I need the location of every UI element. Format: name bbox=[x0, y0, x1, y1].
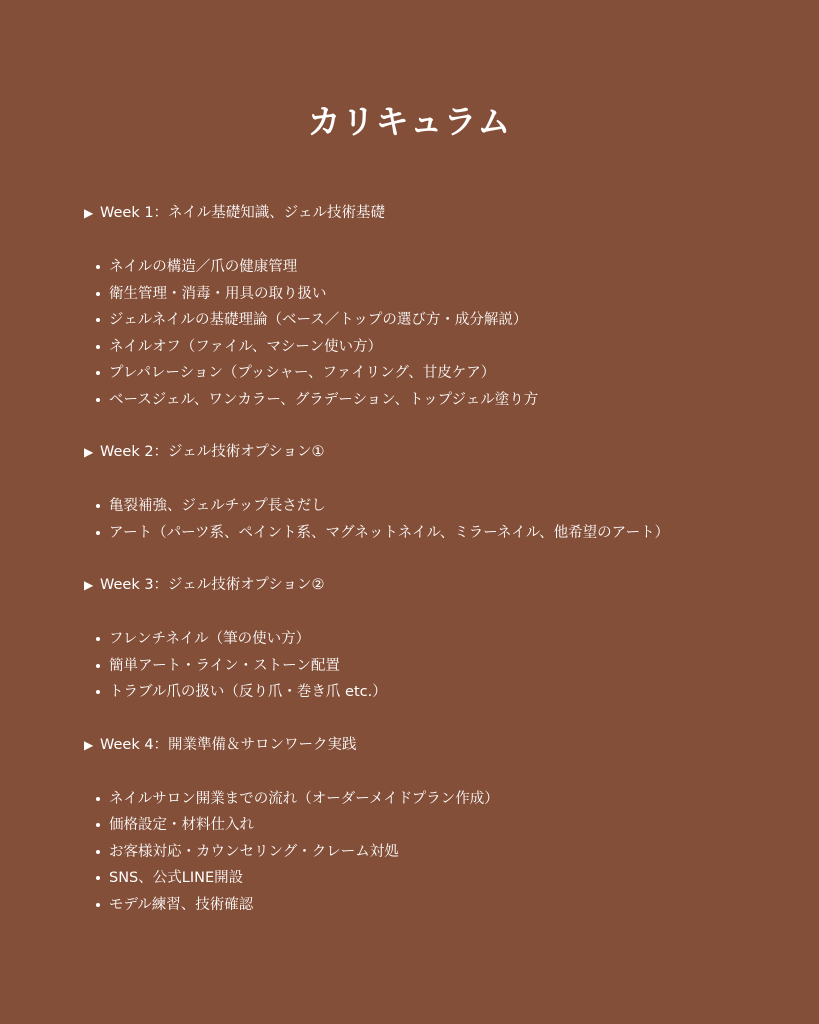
list-item-text: ジェルネイルの基礎理論（ベース／トップの選び方・成分解説） bbox=[109, 312, 528, 328]
week-1-heading bbox=[84, 200, 784, 226]
page-title: カリキュラム bbox=[307, 102, 512, 142]
list-item bbox=[94, 653, 784, 680]
week-3-list bbox=[84, 626, 784, 706]
bullet-icon bbox=[96, 903, 100, 907]
week-3-heading-text: Week 3：ジェル技術オプション② bbox=[100, 577, 325, 593]
list-item-text: アート（パーツ系、ペイント系、マグネットネイル、ミラーネイル、他希望のアート） bbox=[109, 524, 670, 541]
list-item-text: トラブル爪の扱い（反り爪・巻き爪 etc.） bbox=[109, 684, 387, 700]
bullet-icon bbox=[96, 690, 100, 694]
list-item bbox=[94, 679, 784, 706]
list-item-text: モデル練習、技術確認 bbox=[109, 896, 254, 913]
bullet-icon bbox=[96, 876, 100, 880]
list-item bbox=[94, 334, 784, 361]
list-item-text: 亀裂補強、ジェルチップ長さだし bbox=[109, 498, 326, 514]
list-item-text: お客様対応・カウンセリング・クレーム対処 bbox=[109, 843, 399, 860]
week-3-heading bbox=[84, 572, 784, 598]
list-item bbox=[94, 281, 784, 308]
week-3-section bbox=[84, 572, 784, 706]
play-arrow-icon: ▶ bbox=[84, 737, 94, 752]
play-arrow-icon: ▶ bbox=[84, 445, 94, 459]
bullet-icon bbox=[96, 398, 100, 402]
week-2-section bbox=[84, 439, 784, 546]
week-1-heading-text: Week 1：ネイル基礎知識、ジェル技術基礎 bbox=[100, 205, 385, 221]
bullet-icon bbox=[96, 664, 100, 668]
list-item-text: 簡単アート・ライン・ストーン配置 bbox=[109, 657, 340, 674]
list-item bbox=[94, 892, 784, 919]
list-item bbox=[94, 812, 784, 839]
list-item bbox=[94, 786, 784, 813]
list-item bbox=[94, 865, 784, 892]
play-arrow-icon: ▶ bbox=[84, 206, 94, 220]
list-item-text: ネイルの構造／爪の健康管理 bbox=[109, 259, 298, 275]
week-4-heading-text: Week 4：開業準備＆サロンワーク実践 bbox=[100, 736, 357, 753]
week-2-heading-text: Week 2：ジェル技術オプション① bbox=[100, 444, 325, 460]
list-item bbox=[94, 493, 784, 520]
list-item bbox=[94, 360, 784, 387]
play-arrow-icon: ▶ bbox=[84, 578, 94, 592]
list-item bbox=[94, 520, 784, 547]
list-item-text: ネイルサロン開業までの流れ（オーダーメイドプラン作成） bbox=[109, 790, 499, 807]
list-item bbox=[94, 839, 784, 866]
week-4-heading bbox=[84, 732, 784, 758]
list-item bbox=[94, 307, 784, 334]
bullet-icon bbox=[96, 345, 100, 349]
list-item-text: 衛生管理・消毒・用具の取り扱い bbox=[109, 285, 327, 302]
list-item bbox=[94, 626, 784, 653]
list-item-text: SNS、公式LINE開設 bbox=[109, 870, 244, 886]
list-item-text: フレンチネイル（筆の使い方） bbox=[109, 631, 311, 647]
bullet-icon bbox=[96, 504, 100, 508]
week-4-section bbox=[84, 732, 784, 919]
bullet-icon bbox=[96, 531, 100, 535]
bullet-icon bbox=[96, 637, 100, 641]
list-item-text: プレパレーション（プッシャー、ファイリング、甘皮ケア） bbox=[109, 365, 496, 381]
list-item bbox=[94, 254, 784, 281]
list-item-text: ベースジェル、ワンカラー、グラデーション、トップジェル塗り方 bbox=[109, 391, 539, 408]
week-1-section bbox=[84, 200, 784, 413]
bullet-icon bbox=[96, 265, 100, 269]
list-item bbox=[94, 387, 784, 414]
list-item-text: 価格設定・材料仕入れ bbox=[109, 817, 254, 833]
week-2-heading bbox=[84, 439, 784, 465]
week-2-list bbox=[84, 493, 784, 546]
bullet-icon bbox=[96, 797, 100, 801]
curriculum-content bbox=[84, 200, 784, 944]
bullet-icon bbox=[96, 850, 100, 854]
bullet-icon bbox=[96, 292, 100, 296]
bullet-icon bbox=[96, 318, 100, 322]
bullet-icon bbox=[96, 371, 100, 375]
week-1-list bbox=[84, 254, 784, 413]
list-item-text: ネイルオフ（ファイル、マシーン使い方） bbox=[109, 338, 383, 355]
bullet-icon bbox=[96, 823, 100, 827]
week-4-list bbox=[84, 786, 784, 919]
